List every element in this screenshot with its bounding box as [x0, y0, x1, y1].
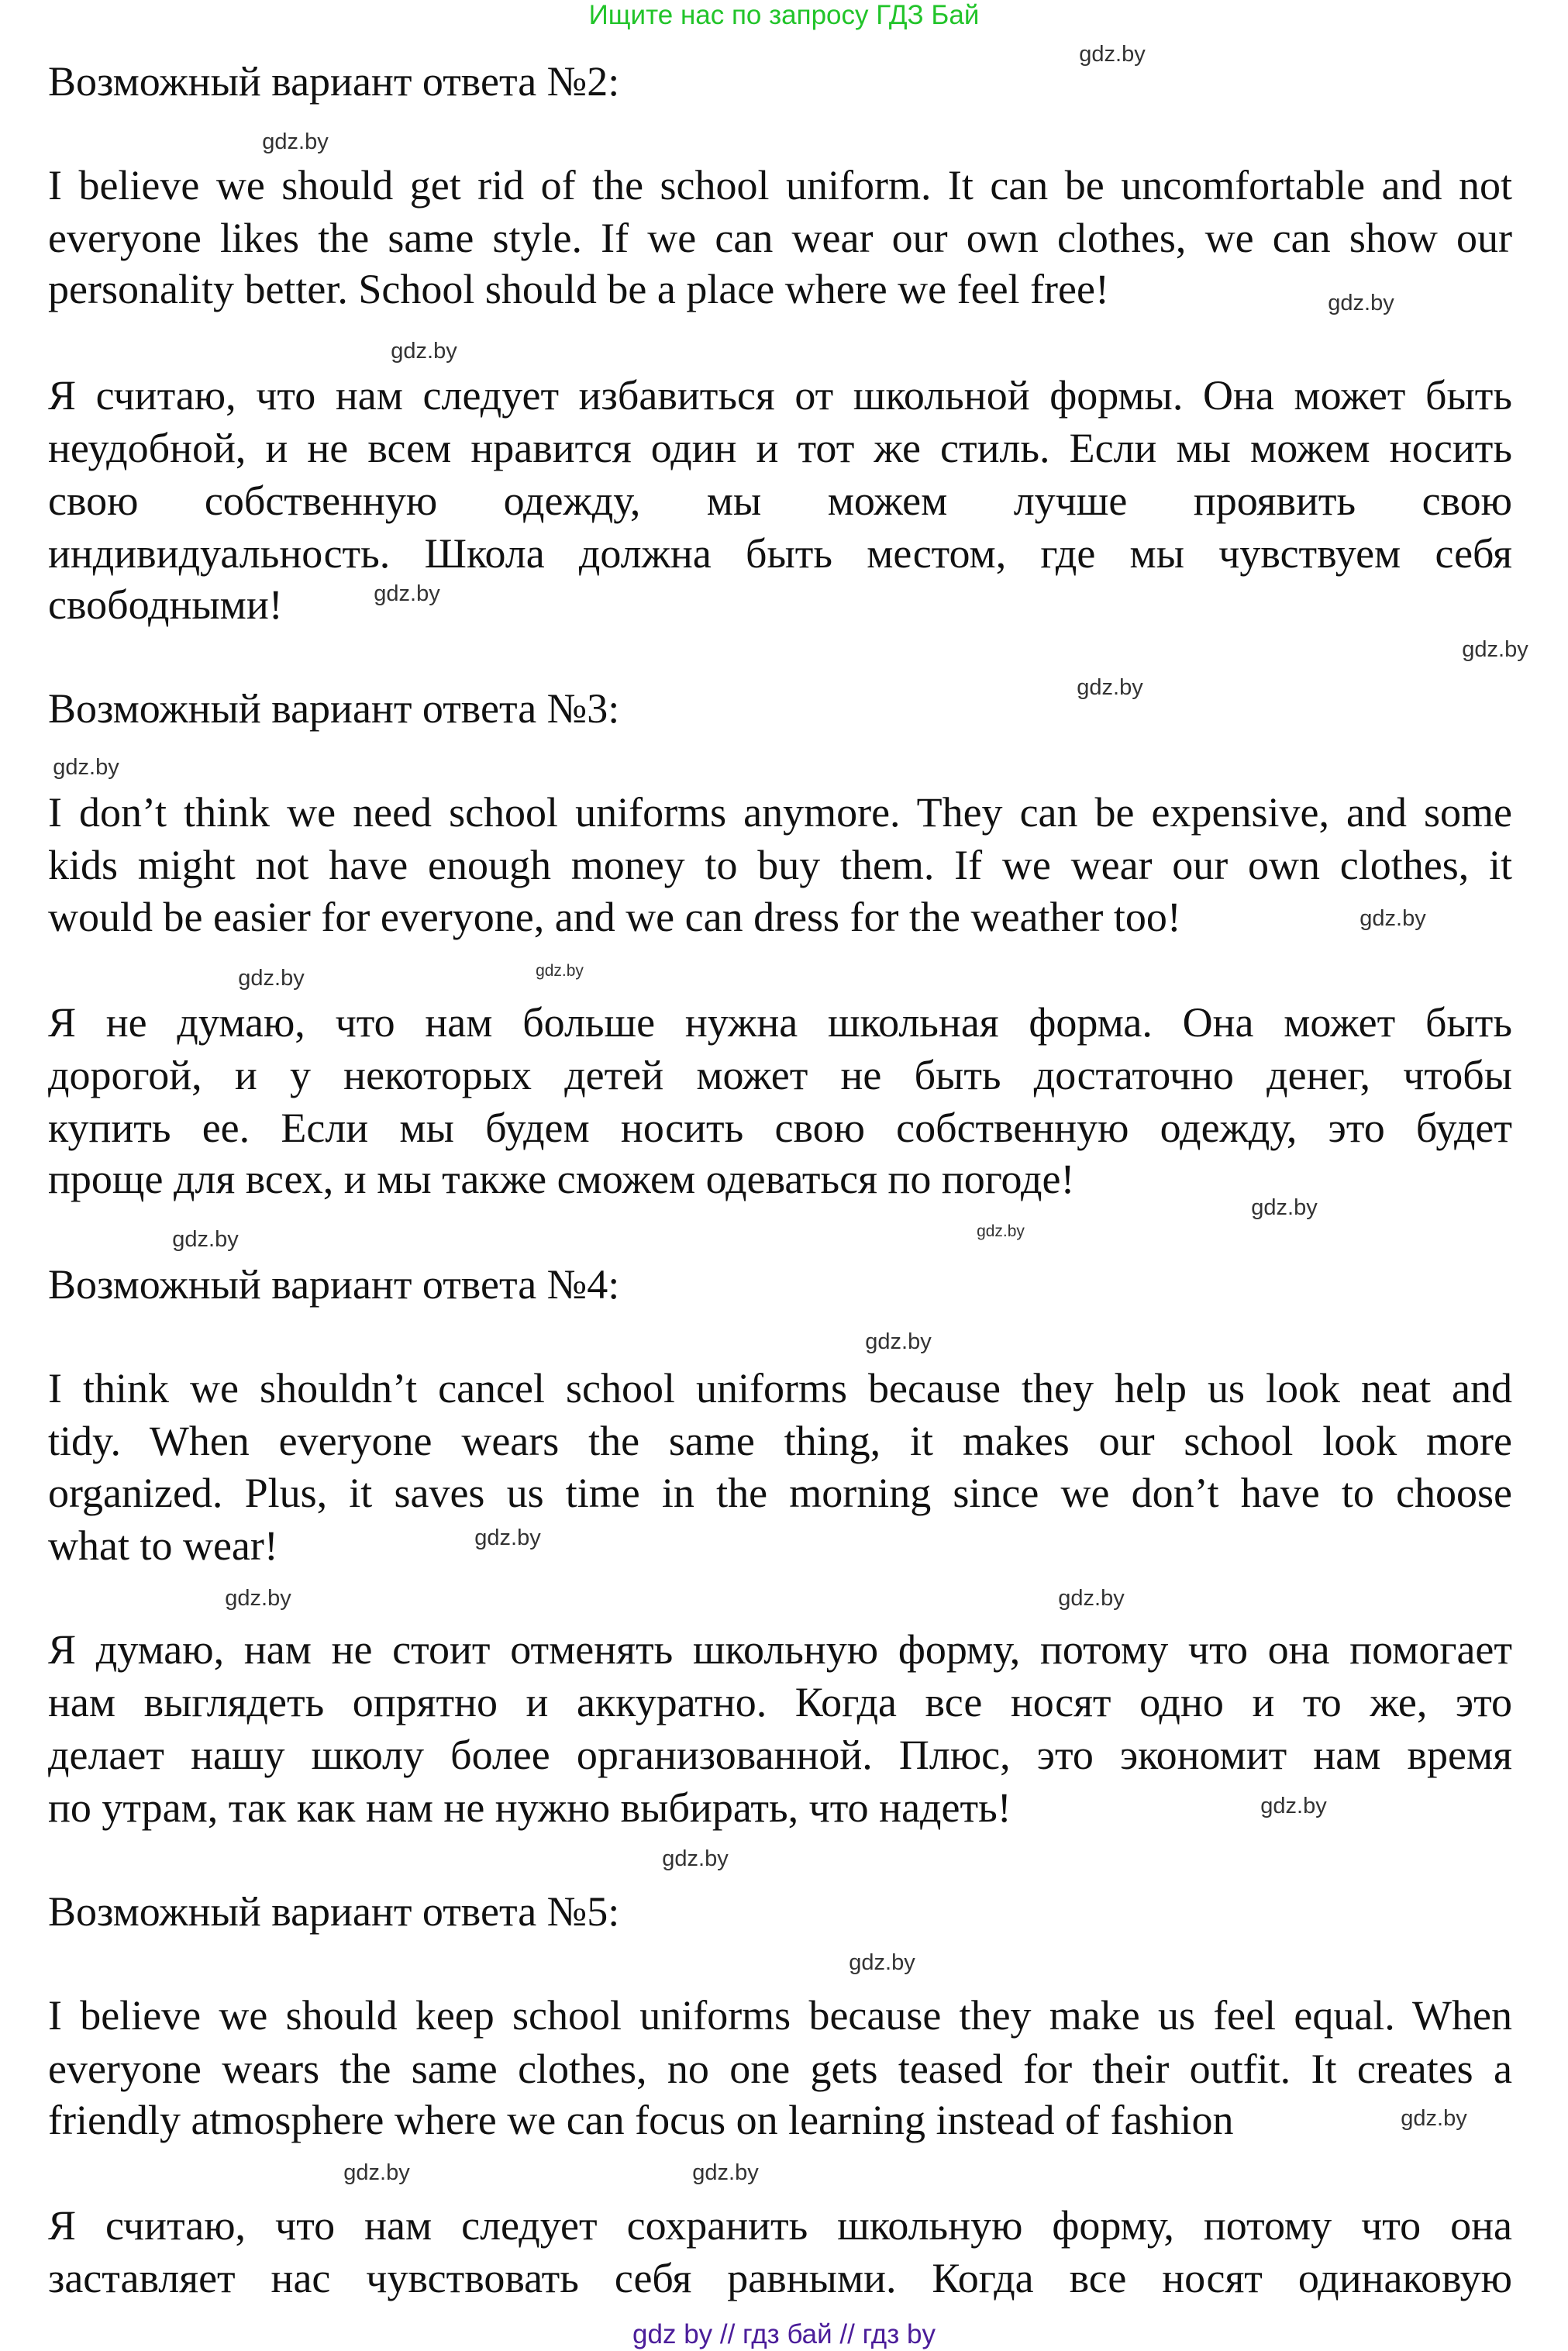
watermark: gdz.by [1251, 1195, 1318, 1220]
paragraph-line: дорогой, и у некоторых детей может не быть достаточно денег, чтобы [48, 1052, 1512, 1098]
paragraph-line: everyone likes the same style. If we can wear our own clothes, we can show our [48, 215, 1512, 261]
watermark: gdz.by [343, 2160, 410, 2185]
paragraph-line: I believe we should keep school uniforms because they make us feel equal. When [48, 1992, 1512, 2039]
watermark: gdz.by [172, 1227, 239, 1252]
paragraph-line: нам выглядеть опрятно и аккуратно. Когда все носят одно и то же, это [48, 1679, 1512, 1725]
watermark: gdz.by [1360, 906, 1426, 931]
paragraph-line: would be easier for everyone, and we can dress for the weather too! [48, 894, 1181, 940]
watermark: gdz.by [849, 1950, 915, 1975]
paragraph-line: I don’t think we need school uniforms anymore. They can be expensive, and some [48, 789, 1512, 836]
paragraph-line: проще для всех, и мы также сможем одеваться по погоде! [48, 1156, 1075, 1202]
watermark: gdz.by [391, 339, 457, 364]
paragraph-line: organized. Plus, it saves us time in the morning since we don’t have to choose [48, 1470, 1512, 1516]
paragraph-line: Я думаю, нам не стоит отменять школьную форму, потому что она помогает [48, 1626, 1512, 1673]
watermark: gdz.by [1077, 675, 1143, 700]
paragraph-line: personality better. School should be a place where we feel free! [48, 266, 1109, 312]
watermark: gdz.by [1328, 291, 1394, 315]
watermark: gdz.by [1462, 637, 1528, 662]
answer-heading: Возможный вариант ответа №4: [48, 1261, 620, 1308]
answer-heading: Возможный вариант ответа №3: [48, 685, 620, 732]
watermark: gdz.by [374, 581, 440, 606]
paragraph-line: Я не думаю, что нам больше нужна школьная форма. Она может быть [48, 999, 1512, 1046]
watermark: gdz.by [1058, 1586, 1125, 1611]
paragraph-line: свою собственную одежду, мы можем лучше проявить свою [48, 477, 1512, 524]
paragraph-line: friendly atmosphere where we can focus on learning instead of fashion [48, 2097, 1234, 2143]
paragraph-line: по утрам, так как нам не нужно выбирать, что надеть! [48, 1784, 1011, 1831]
watermark: gdz.by [474, 1525, 541, 1550]
watermark: gdz.by [262, 129, 329, 154]
paragraph-line: I believe we should get rid of the school uniform. It can be uncomfortable and not [48, 162, 1512, 209]
watermark: gdz.by [238, 966, 305, 991]
answer-heading: Возможный вариант ответа №2: [48, 58, 620, 105]
paragraph-line: everyone wears the same clothes, no one gets teased for their outfit. It creates a [48, 2046, 1512, 2092]
footer-links[interactable]: gdz by // гдз бай // гдз by [632, 2319, 936, 2349]
answer-heading: Возможный вариант ответа №5: [48, 1888, 620, 1935]
paragraph-line: tidy. When everyone wears the same thing, it makes our school look more [48, 1418, 1512, 1464]
watermark: gdz.by [662, 1846, 729, 1871]
watermark: gdz.by [1401, 2106, 1467, 2131]
paragraph-line: заставляет нас чувствовать себя равными. Когда все носят одинаковую [48, 2255, 1512, 2301]
watermark: gdz.by [865, 1329, 932, 1354]
paragraph-line: Я считаю, что нам следует избавиться от школьной формы. Она может быть [48, 372, 1512, 419]
watermark: gdz.by [692, 2160, 759, 2185]
paragraph-line: свободными! [48, 581, 283, 628]
paragraph-line: неудобной, и не всем нравится один и тот же стиль. Если мы можем носить [48, 425, 1512, 471]
paragraph-line: индивидуальность. Школа должна быть местом, где мы чувствуем себя [48, 530, 1512, 577]
watermark: gdz.by [536, 962, 584, 980]
promo-banner[interactable]: Ищите нас по запросу ГДЗ Бай [588, 0, 980, 30]
watermark: gdz.by [225, 1586, 291, 1611]
watermark: gdz.by [53, 755, 119, 780]
paragraph-line: I think we shouldn’t cancel school uniforms because they help us look neat and [48, 1365, 1512, 1412]
paragraph-line: делает нашу школу более организованной. Плюс, это экономит нам время [48, 1732, 1512, 1778]
paragraph-line: what to wear! [48, 1522, 278, 1569]
paragraph-line: купить ее. Если мы будем носить свою собственную одежду, это будет [48, 1105, 1512, 1151]
watermark: gdz.by [1260, 1794, 1327, 1818]
watermark: gdz.by [1079, 42, 1146, 67]
paragraph-line: Я считаю, что нам следует сохранить школьную форму, потому что она [48, 2202, 1512, 2249]
paragraph-line: kids might not have enough money to buy them. If we wear our own clothes, it [48, 842, 1512, 888]
watermark: gdz.by [977, 1222, 1025, 1240]
